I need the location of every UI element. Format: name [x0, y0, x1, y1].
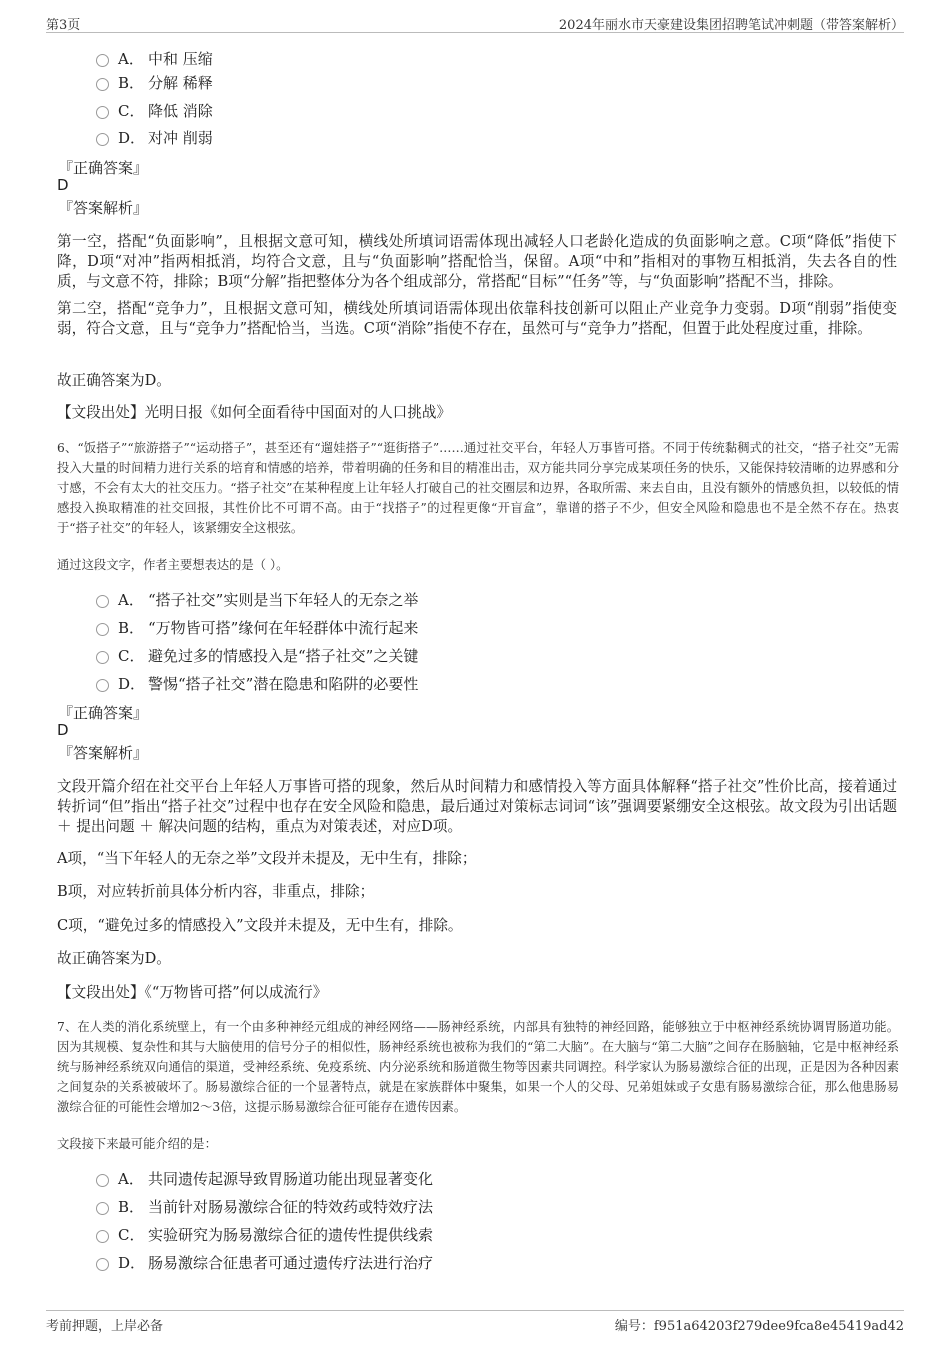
- q6-stem: 6、“饭搭子”“旅游搭子”“运动搭子”，甚至还有“遛娃搭子”“逛街搭子”……通过社交平台，年轻人万事皆可搭。不同于传统黏稠式的社交，“搭子社交”无需投入大量的时间精力进行关系的培育和情感的培养，带着明确的任务和目的精准出击，双方能共同分享完成某项任务的快乐，又能保持较清晰的边界感和分寸感，不会有太大的社交压力。“搭子社交”在某种程度上让年轻人打破自己的社交圈层和边界，各取所需、来去自由，且没有额外的情感负担，以较低的情感投入换取精准的社交回报，其性价比不可谓不高。由于“找搭子”的过程更像“开盲盒”，靠谱的搭子不少，但安全风险和隐患也不是全然不存在。热衷于“搭子社交”的年轻人，该紧绷安全这根弦。: [57, 441, 899, 535]
- radio-icon[interactable]: [96, 595, 109, 608]
- radio-icon[interactable]: [96, 623, 109, 636]
- q6-analysis-p3: B项，对应转折前具体分析内容，非重点，排除；: [57, 883, 375, 900]
- q6-analysis-p5: 故正确答案为D。: [57, 950, 171, 967]
- q6-question: 通过这段文字，作者主要想表达的是（ ）。: [57, 558, 289, 572]
- q6-analysis-label: 『答案解析』: [58, 744, 149, 762]
- document-page: 第3页 2024年丽水市天豪建设集团招聘笔试冲刺题（带答案解析） A． 中和 压缩 B． 分解 稀释 C． 降低 消除 D． 对冲 削弱 『正确答案』 D 『答案解析』 第一空，搭配“负面影响”，且根据文意可知，横线处所填词语需体现出减轻人口老龄化造成的负面影响之意。C项“降低”指使下降，D项“对冲”指两相抵消，均符合文意，且与“负面影响”搭配恰当，保留。A项“中和”指相对的事物互相抵消，失去各自的性质，与文意不符，排除；B项“分解”指把整体分为各个组成部分，常搭配“目标”“任务”等，与“负面影响”搭配不当，排除。 第二空，搭配“竞争力”，且根据文意可知，横线处所填词语需体现出依靠科技创新可以阻止产业竞争力变弱。D项“削弱”指使变弱，符合文意，且与“竞争力”搭配恰当，当选。C项“消除”指使不存在，虽然可与“竞争力”搭配，但置于此处程度过重，排除。 故正确答案为D。 【文段出处】光明日报《如何全面看待中国面对的人口挑战》 6、“饭搭子”“旅游搭子”“运动搭子”，甚至还有“遛娃搭子”“逛街搭子”……通过社交平台，年轻人万事皆可搭。不同于传统黏稠式的社交，“搭子社交”无需投入大量的时间精力进行关系的培育和情感的培养，带着明确的任务和目的精准出击，双方能共同分享完成某项任务的快乐，又能保持较清晰的边界感和分寸感，不会有太大的社交压力。“搭子社交”在某种程度上让年轻人打破自己的社交圈层和边界，各取所需、来去自由，且没有额外的情感负担，以较低的情感投入换取精准的社交回报，其性价比不可谓不高。由于“找搭子”的过程更像“开盲盒”，靠谱的搭子不少，但安全风险和隐患也不是全然不存在。热衷于“搭子社交”的年轻人，该紧绷安全这根弦。 通过这段文字，作者主要想表达的是（ ）。 A． “搭子社交”实则是当下年轻人的无奈之举 B． “万物皆可搭”缘何在年轻群体中流行起来 C． 避免过多的情感投入是“搭子社交”之关键 D． 警惕“搭子社交”潜在隐患和陷阱的必要性 『正确答案』 D 『答案解析』 文段开篇介绍在社交平台上年轻人万事皆可搭的现象，然后从时间精力和感情投入等方面具体解释“搭子社交”性价比高，接着通过转折词“但”指出“搭子社交”过程中也存在安全风险和隐患，最后通过对策标志词词“该”强调要紧绷安全这根弦。故文段为引出话题 ＋ 提出问题 ＋ 解决问题的结构，重点为对策表述，对应D项。 A项，“当下年轻人的无奈之举”文段并未提及，无中生有，排除； B项，对应转折前具体分析内容，非重点，排除； C项，“避免过多的情感投入”文段并未提及，无中生有，排除。 故正确答案为D。 【文段出处】《“万物皆可搭”何以成流行》 7、在人类的消化系统壁上，有一个由多种神经元组成的神经网络——肠神经系统，内部具有独特的神经回路，能够独立于中枢神经系统协调胃肠道功能。因为其规模、复杂性和其与大脑使用的信号分子的相似性，肠神经系统也被称为我们的“第二大脑”。在大脑与“第二大脑”之间存在肠脑轴，它是中枢神经系统与肠神经系统双向通信的渠道，受神经系统、免疫系统、内分泌系统和肠道微生物等因素共同调控。科学家认为肠易激综合征的出现，正是因为各种因素之间复杂的关系被破坏了。肠易激综合征的一个显著特点，就是在家族群体中聚集，如果一个人的父母、兄弟姐妹或子女患有肠易激综合征，那么他患肠易激综合征的可能性会增加2～3倍，这提示肠易激综合征可能存在遗传因素。 文段接下来最可能介绍的是： A． 共同遗传起源导致胃肠道功能出现显著变化 B． 当前针对肠易激综合征的特效药或特效疗法 C． 实验研究为肠易激综合征的遗传性提供线索 D． 肠易激综合征患者可通过遗传疗法进行治疗 考前押题，上岸必备 编号：f951a64203f279dee9fca8e45419ad42: [0, 0, 950, 1345]
- footer-serial: 编号：f951a64203f279dee9fca8e45419ad42: [614, 1319, 904, 1334]
- radio-icon[interactable]: [96, 78, 109, 91]
- radio-icon[interactable]: [96, 133, 109, 146]
- radio-icon[interactable]: [96, 1258, 109, 1271]
- q6-answer-label: 『正确答案』: [58, 704, 149, 722]
- radio-icon[interactable]: [96, 106, 109, 119]
- q7-stem: 7、在人类的消化系统壁上，有一个由多种神经元组成的神经网络——肠神经系统，内部具有独特的神经回路，能够独立于中枢神经系统协调胃肠道功能。因为其规模、复杂性和其与大脑使用的信号分子的相似性，肠神经系统也被称为我们的“第二大脑”。在大脑与“第二大脑”之间存在肠脑轴，它是中枢神经系统与肠神经系统双向通信的渠道，受神经系统、免疫系统、内分泌系统和肠道微生物等因素共同调控。科学家认为肠易激综合征的出现，正是因为各种因素之间复杂的关系被破坏了。肠易激综合征的一个显著特点，就是在家族群体中聚集，如果一个人的父母、兄弟姐妹或子女患有肠易激综合征，那么他患肠易激综合征的可能性会增加2～3倍，这提示肠易激综合征可能存在遗传因素。: [57, 1020, 899, 1114]
- radio-icon[interactable]: [96, 1202, 109, 1215]
- document-title: 2024年丽水市天豪建设集团招聘笔试冲刺题（带答案解析）: [558, 18, 904, 33]
- q6-source: 【文段出处】《“万物皆可搭”何以成流行》: [57, 984, 328, 1001]
- q5-analysis-p2: 第二空，搭配“竞争力”，且根据文意可知，横线处所填词语需体现出依靠科技创新可以阻止产业竞争力变弱。D项“削弱”指使变弱，符合文意，且与“竞争力”搭配恰当，当选。C项“消除”指使不存在，虽然可与“竞争力”搭配，但置于此处程度过重，排除。: [57, 300, 897, 337]
- radio-icon[interactable]: [96, 651, 109, 664]
- q6-analysis-p4: C项，“避免过多的情感投入”文段并未提及，无中生有，排除。: [57, 917, 463, 934]
- q5-source: 【文段出处】光明日报《如何全面看待中国面对的人口挑战》: [57, 404, 452, 421]
- q5-analysis-p3: 故正确答案为D。: [57, 372, 171, 389]
- q5-answer-label: 『正确答案』: [58, 159, 149, 177]
- page-header: [46, 12, 904, 33]
- q5-answer: D: [57, 176, 69, 194]
- q5-analysis-p1: 第一空，搭配“负面影响”，且根据文意可知，横线处所填词语需体现出减轻人口老龄化造成的负面影响之意。C项“降低”指使下降，D项“对冲”指两相抵消，均符合文意，且与“负面影响”搭配恰当，保留。A项“中和”指相对的事物互相抵消，失去各自的性质，与文意不符，排除；B项“分解”指把整体分为各个组成部分，常搭配“目标”“任务”等，与“负面影响”搭配不当，排除。: [57, 233, 897, 290]
- radio-icon[interactable]: [96, 679, 109, 692]
- page-footer: [46, 1310, 904, 1335]
- radio-icon[interactable]: [96, 1230, 109, 1243]
- footer-slogan: 考前押题，上岸必备: [46, 1319, 164, 1334]
- page-number: 第3页: [46, 18, 81, 33]
- q5-analysis-label: 『答案解析』: [58, 199, 149, 217]
- radio-icon[interactable]: [96, 1174, 109, 1187]
- q6-analysis-p2: A项，“当下年轻人的无奈之举”文段并未提及，无中生有，排除；: [57, 850, 477, 867]
- q7-question: 文段接下来最可能介绍的是：: [57, 1137, 217, 1151]
- q6-analysis-p1: 文段开篇介绍在社交平台上年轻人万事皆可搭的现象，然后从时间精力和感情投入等方面具体解释“搭子社交”性价比高，接着通过转折词“但”指出“搭子社交”过程中也存在安全风险和隐患，最后通过对策标志词词“该”强调要紧绷安全这根弦。故文段为引出话题 ＋ 提出问题 ＋ 解决问题的结构，重点为对策表述，对应D项。: [57, 778, 897, 835]
- radio-icon[interactable]: [96, 54, 109, 67]
- q6-answer: D: [57, 721, 69, 739]
